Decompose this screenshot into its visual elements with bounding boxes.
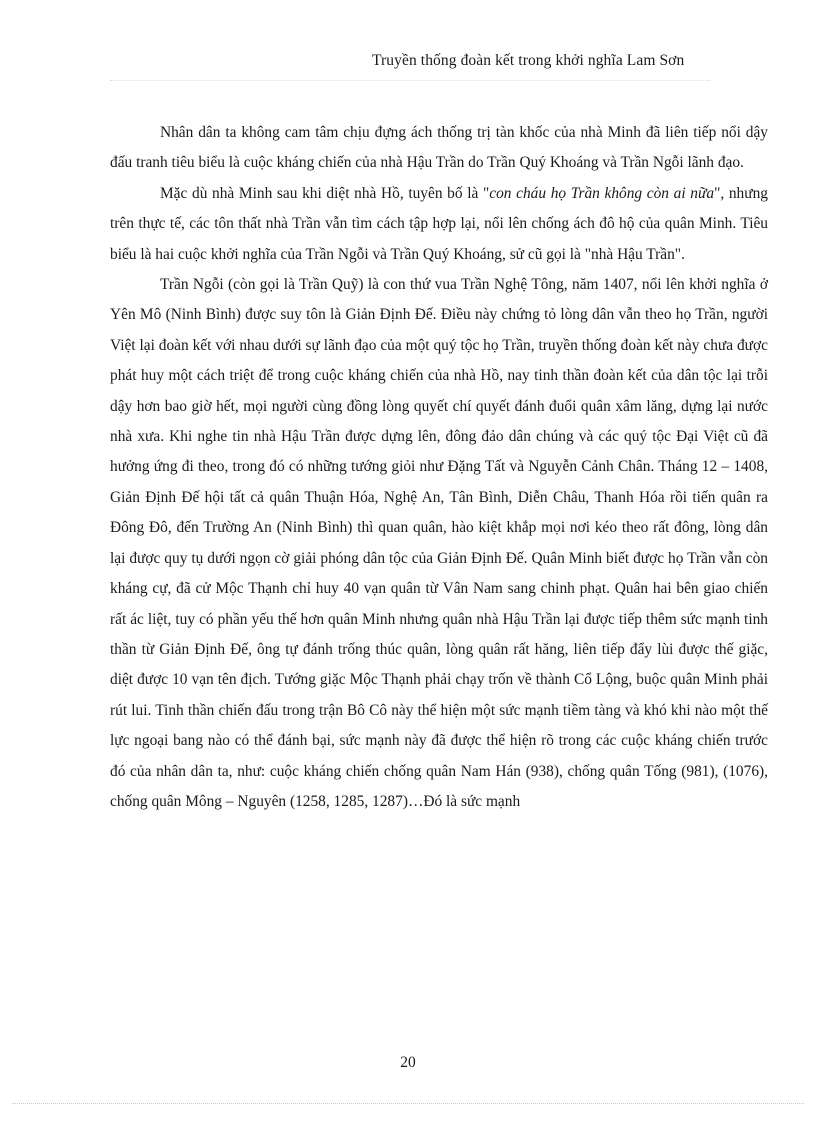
paragraph: Nhân dân ta không cam tâm chịu đựng ách thống trị tàn khốc của nhà Minh đã liên tiếp nổi dậy đấu tranh tiêu biểu là cuộc kháng chiến của nhà Hậu Trần do Trần Quý Khoáng và Trần Ngỗi lãnh đạo. xyxy=(110,124,768,172)
quoted-text: con cháu họ Trần không còn ai nữa xyxy=(489,184,715,202)
running-header: Truyền thống đoàn kết trong khởi nghĩa Lam Sơn xyxy=(372,52,685,69)
paragraph-text: ", nhưng trên thực tế, các tôn thất nhà Trần vẫn tìm cách tập hợp lại, nổi lên chống ách đô hộ của quân Minh. Tiêu biểu là hai cuộc khởi nghĩa của Trần Ngỗi và Trần Quý Khoáng, sử cũ gọi là "nhà Hậu Trần". xyxy=(110,184,768,263)
page-number: 20 xyxy=(400,1054,416,1071)
paragraph-text: Mặc dù nhà Minh sau khi diệt nhà Hồ, tuyên bố là " xyxy=(160,184,490,202)
footer-divider xyxy=(12,1103,804,1104)
body-text xyxy=(110,118,768,817)
header-divider xyxy=(110,80,710,81)
paragraph xyxy=(110,179,768,270)
paragraph: Trần Ngỗi (còn gọi là Trần Quỹ) là con thứ vua Trần Nghệ Tông, năm 1407, nổi lên khởi nghĩa ở Yên Mô (Ninh Bình) được suy tôn là Giản Định Đế. Điều này chứng tỏ lòng dân vẫn theo họ Trần, người Việt lại đoàn kết với nhau dưới sự lãnh đạo của một quý tộc họ Trần, truyền thống đoàn kết này chưa được phát huy một cách triệt để trong cuộc kháng chiến của nhà Hồ, nay tinh thần đoàn kết của dân tộc lại trỗi dậy hơn bao giờ hết, mọi người cùng đồng lòng quyết chí quyết đánh đuổi quân xâm lăng, dựng lại nước nhà xưa. Khi nghe tin nhà Hậu Trần được dựng lên, đông đảo dân chúng và các quý tộc Đại Việt cũ đã hưởng ứng đi theo, trong đó có những tướng giỏi như Đặng Tất và Nguyễn Cảnh Chân. Tháng 12 – 1408, Giản Định Đế hội tất cả quân Thuận Hóa, Nghệ An, Tân Bình, Diễn Châu, Thanh Hóa rồi tiến quân ra Đông Đô, đến Trường An (Ninh Bình) thì quan quân, hào kiệt khắp mọi nơi kéo theo rất đông, lòng dân lại được quy tụ dưới ngọn cờ giải phóng dân tộc của Giản Định Đế. Quân Minh biết được họ Trần vẫn còn kháng cự, đã cử Mộc Thạnh chỉ huy 40 vạn quân từ Vân Nam sang chinh phạt. Quân hai bên giao chiến rất ác liệt, tuy có phần yếu thế hơn quân Minh nhưng quân nhà Hậu Trần lại được tiếp thêm sức mạnh tinh thần từ Giản Định Đế, ông tự đánh trống thúc quân, lòng quân rất hăng, liên tiếp đẩy lùi được thế giặc, diệt được 10 vạn tên địch. Tướng giặc Mộc Thạnh phải chạy trốn về thành Cổ Lộng, buộc quân Minh phải rút lui. Tinh thần chiến đấu trong trận Bô Cô này thể hiện một sức mạnh tiềm tàng và khó khi nào một thế lực ngoại bang nào có thể đánh bại, sức mạnh này đã được thể hiện rõ trong các cuộc kháng chiến trước đó của nhân dân ta, như: cuộc kháng chiến chống quân Nam Hán (938), chống quân Tống (981), (1076), chống quân Mông – Nguyên (1258, 1285, 1287)…Đó là sức mạnh xyxy=(110,276,768,810)
